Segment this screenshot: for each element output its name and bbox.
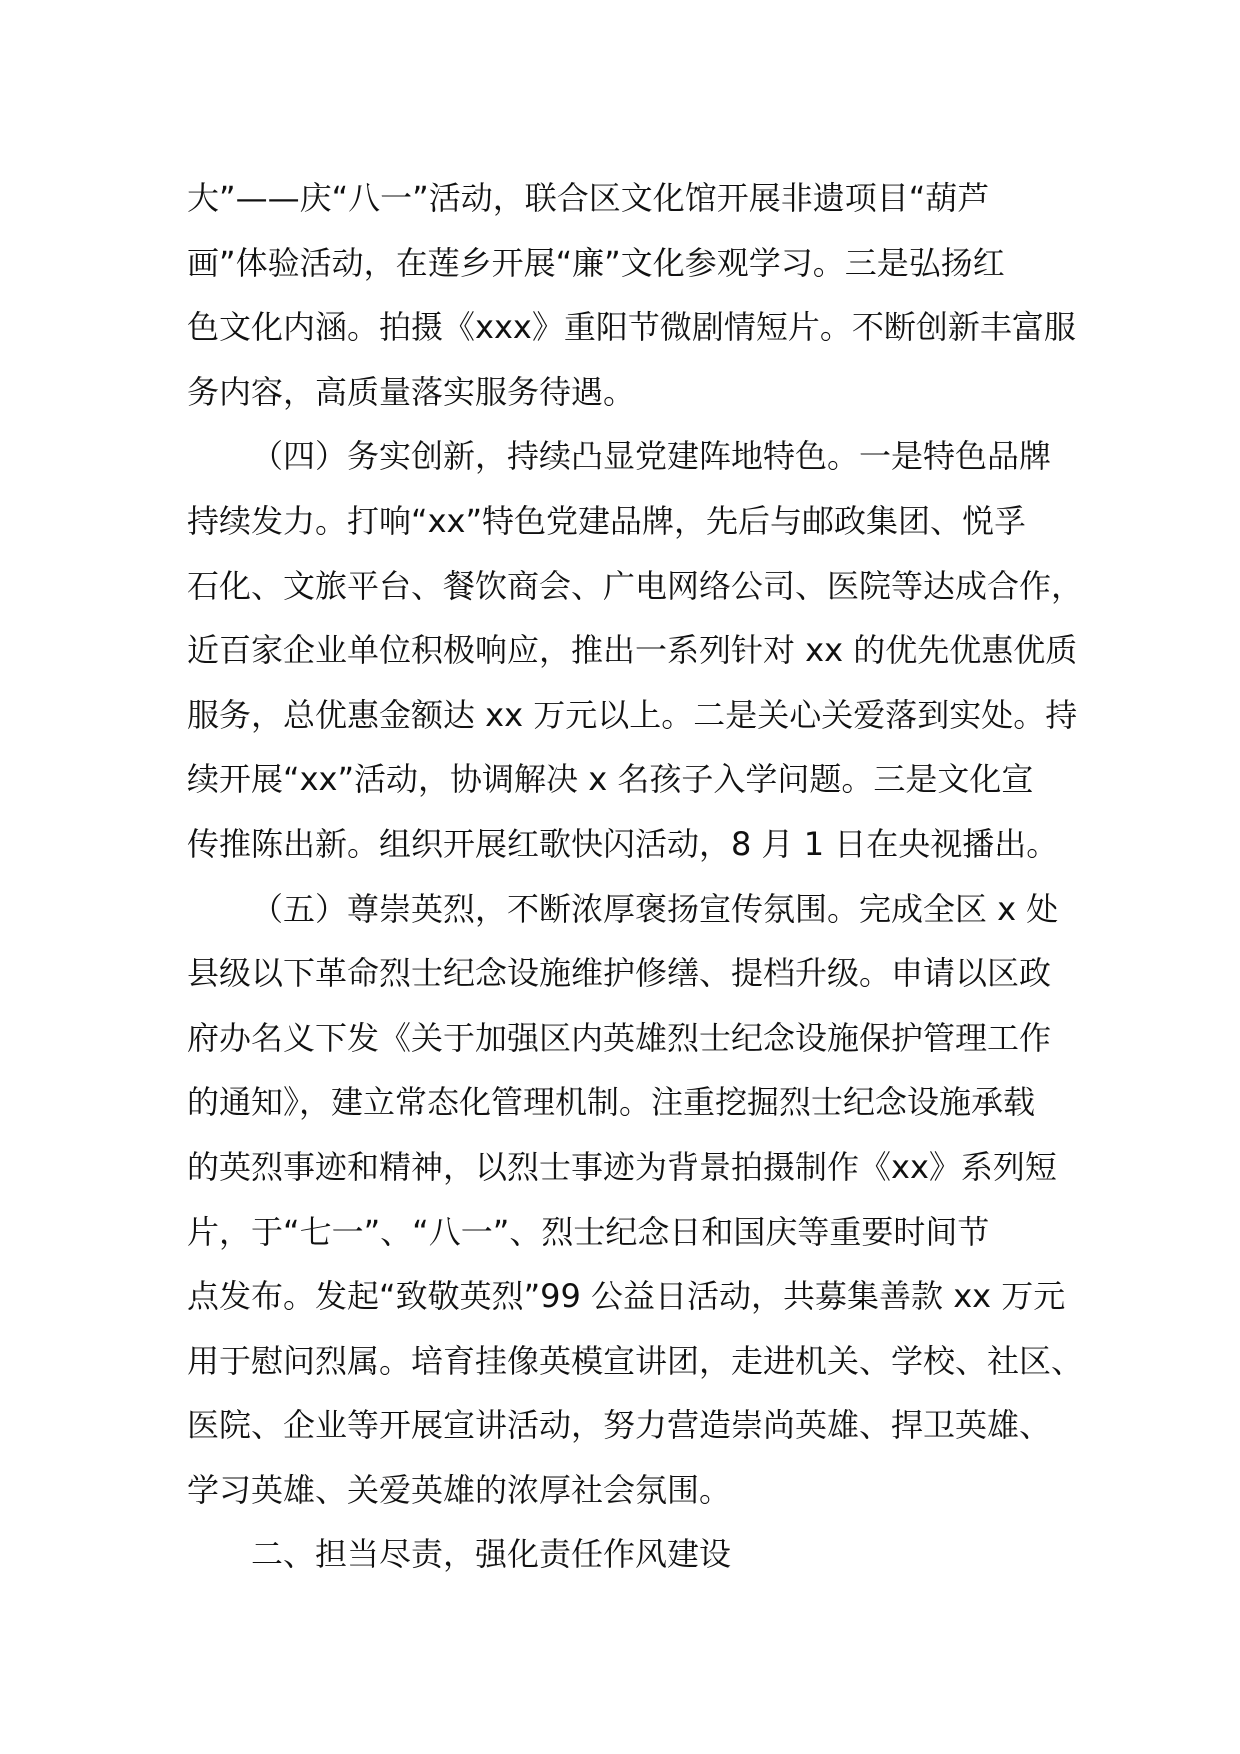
text-line: 府办名义下发《关于加强区内英雄烈士纪念设施保护管理工作 — [187, 1018, 1052, 1057]
text-line: 点发布。发起“致敬英烈”99 公益日活动，共募集善款 xx 万元 — [187, 1277, 1066, 1316]
text-line: 大”——庆“八一”活动，联合区文化馆开展非遗项目“葫芦 — [187, 179, 990, 217]
text-line: 近百家企业单位积极响应，推出一系列针对 xx 的优先优惠优质 — [187, 631, 1078, 670]
text-line: 片，于“七一”、“八一”、烈士纪念日和国庆等重要时间节 — [187, 1212, 990, 1251]
text-line: 服务，总优惠金额达 xx 万元以上。二是关心关爱落到实处。持 — [187, 695, 1078, 734]
text-line: 学习英雄、关爱英雄的浓厚社会氛围。 — [187, 1470, 732, 1509]
text-line: 用于慰问烈属。培育挂像英模宣讲团，走进机关、学校、社区、 — [187, 1341, 1084, 1380]
text-line: 医院、企业等开展宣讲活动，努力营造崇尚英雄、捍卫英雄、 — [187, 1406, 1052, 1445]
document-body — [187, 166, 1087, 1587]
text-line: 的通知》，建立常态化管理机制。注重挖掘烈士纪念设施承载 — [187, 1083, 1036, 1122]
text-line: 务内容，高质量落实服务待遇。 — [187, 372, 636, 411]
text-line: 持续发力。打响“xx”特色党建品牌，先后与邮政集团、悦孚 — [187, 501, 1027, 540]
text-line: 的英烈事迹和精神，以烈士事迹为背景拍摄制作《xx》系列短 — [187, 1147, 1057, 1186]
section-heading-5: （五）尊崇英烈，不断浓厚褒扬宣传氛围。完成全区 x 处 — [251, 889, 1059, 928]
text-line: 续开展“xx”活动，协调解决 x 名孩子入学问题。三是文化宣 — [187, 760, 1034, 799]
section-heading-4: （四）务实创新，持续凸显党建阵地特色。一是特色品牌 — [251, 437, 1052, 476]
text-line: 县级以下革命烈士纪念设施维护修缮、提档升级。申请以区政 — [187, 954, 1052, 993]
text-line: 色文化内涵。拍摄《xxx》重阳节微剧情短片。不断创新丰富服 — [187, 308, 1076, 347]
text-line: 传推陈出新。组织开展红歌快闪活动，8 月 1 日在央视播出。 — [187, 824, 1059, 863]
text-line: 石化、文旅平台、餐饮商会、广电网络公司、医院等达成合作， — [187, 566, 1084, 605]
text-line: 画”体验活动，在莲乡开展“廉”文化参观学习。三是弘扬红 — [187, 243, 1005, 282]
section-heading-2: 二、担当尽责，强化责任作风建设 — [251, 1535, 732, 1574]
